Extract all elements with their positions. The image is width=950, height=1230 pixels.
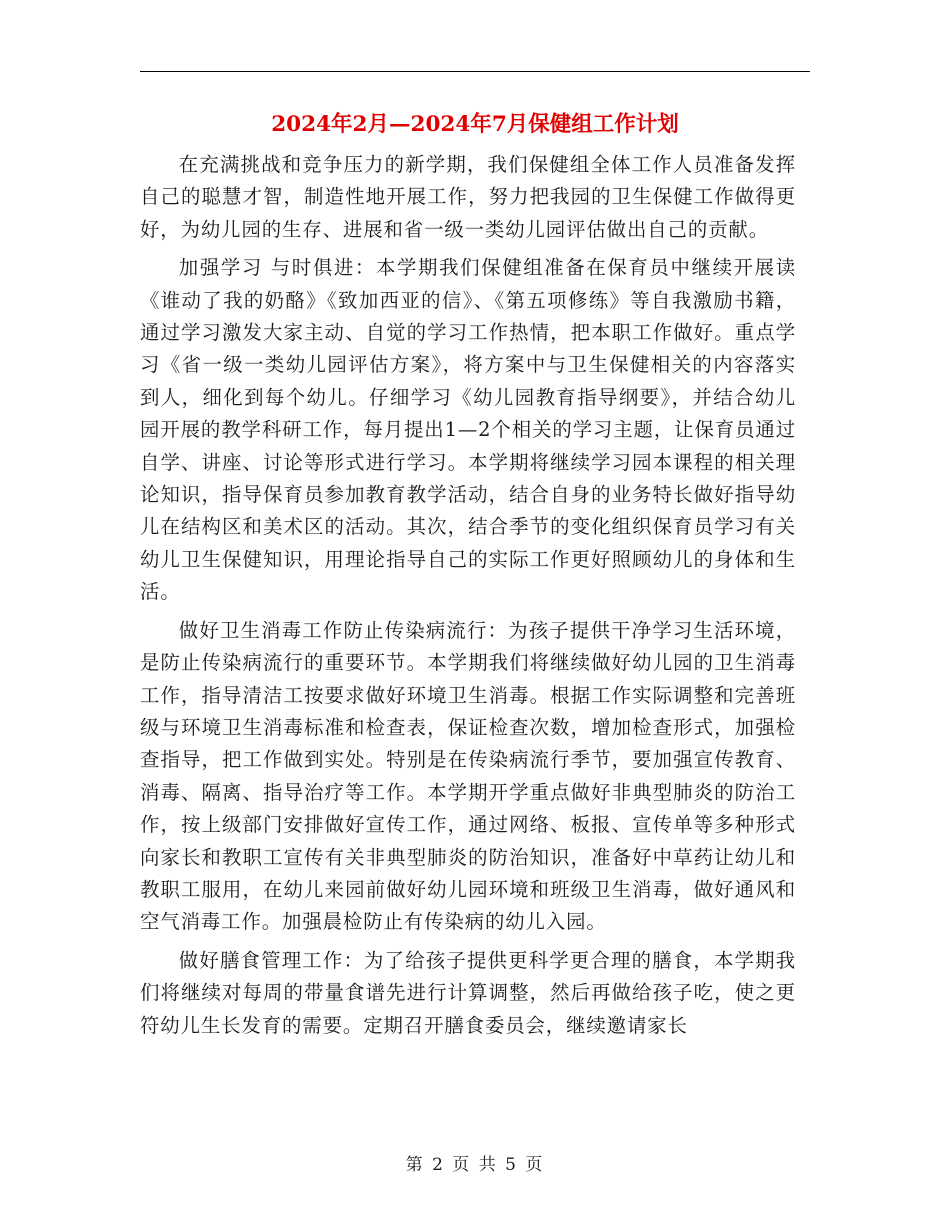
document-title: 2024年2月—2024年7月保健组工作计划 (271, 112, 679, 137)
paragraph-study: 加强学习 与时俱进：本学期我们保健组准备在保育员中继续开展读《谁动了我的奶酪》《致加西亚的信》、《第五项修练》等自我激励书籍，通过学习激发大家主动、自觉的学习工作热情，把本职工作做好。重点学习《省一级一类幼儿园评估方案》，将方案中与卫生保健相关的内容落实到人，细化到每个幼儿。仔细学习《幼儿园教育指导纲要》，并结合幼儿园开展的教学科研工作，每月提出1—2个相关的学习主题，让保育员通过自学、讲座、讨论等形式进行学习。本学期将继续学习园本课程的相关理论知识，指导保育员参加教育教学活动，结合自身的业务特长做好指导幼儿在结构区和美术区的活动。其次，结合季节的变化组织保育员学习有关幼儿卫生保健知识，用理论指导自己的实际工作更好照顾幼儿的身体和生活。 (140, 256, 796, 604)
paragraph-diet: 做好膳食管理工作：为了给孩子提供更科学更合理的膳食，本学期我们将继续对每周的带量食谱先进行计算调整，然后再做给孩子吃，使之更符幼儿生长发育的需要。定期召开膳食委员会，继续邀请家长 (140, 948, 796, 1037)
header-rule (140, 71, 810, 72)
page-number: 第 2 页 共 5 页 (405, 1155, 545, 1175)
document-body (140, 149, 796, 1048)
paragraph-intro: 在充满挑战和竞争压力的新学期，我们保健组全体工作人员准备发挥自己的聪慧才智，制造性地开展工作，努力把我园的卫生保健工作做得更好，为幼儿园的生存、进展和省一级一类幼儿园评估做出自己的贡献。 (140, 153, 796, 241)
paragraph-disinfection: 做好卫生消毒工作防止传染病流行：为孩子提供干净学习生活环境，是防止传染病流行的重要环节。本学期我们将继续做好幼儿园的卫生消毒工作，指导清洁工按要求做好环境卫生消毒。根据工作实际调整和完善班级与环境卫生消毒标准和检查表，保证检查次数，增加检查形式，加强检查指导，把工作做到实处。特别是在传染病流行季节，要加强宣传教育、消毒、隔离、指导治疗等工作。本学期开学重点做好非典型肺炎的防治工作，按上级部门安排做好宣传工作，通过网络、板报、宣传单等多种形式向家长和教职工宣传有关非典型肺炎的防治知识，准备好中草药让幼儿和教职工服用，在幼儿来园前做好幼儿园环境和班级卫生消毒，做好通风和空气消毒工作。加强晨检防止有传染病的幼儿入园。 (140, 618, 796, 934)
